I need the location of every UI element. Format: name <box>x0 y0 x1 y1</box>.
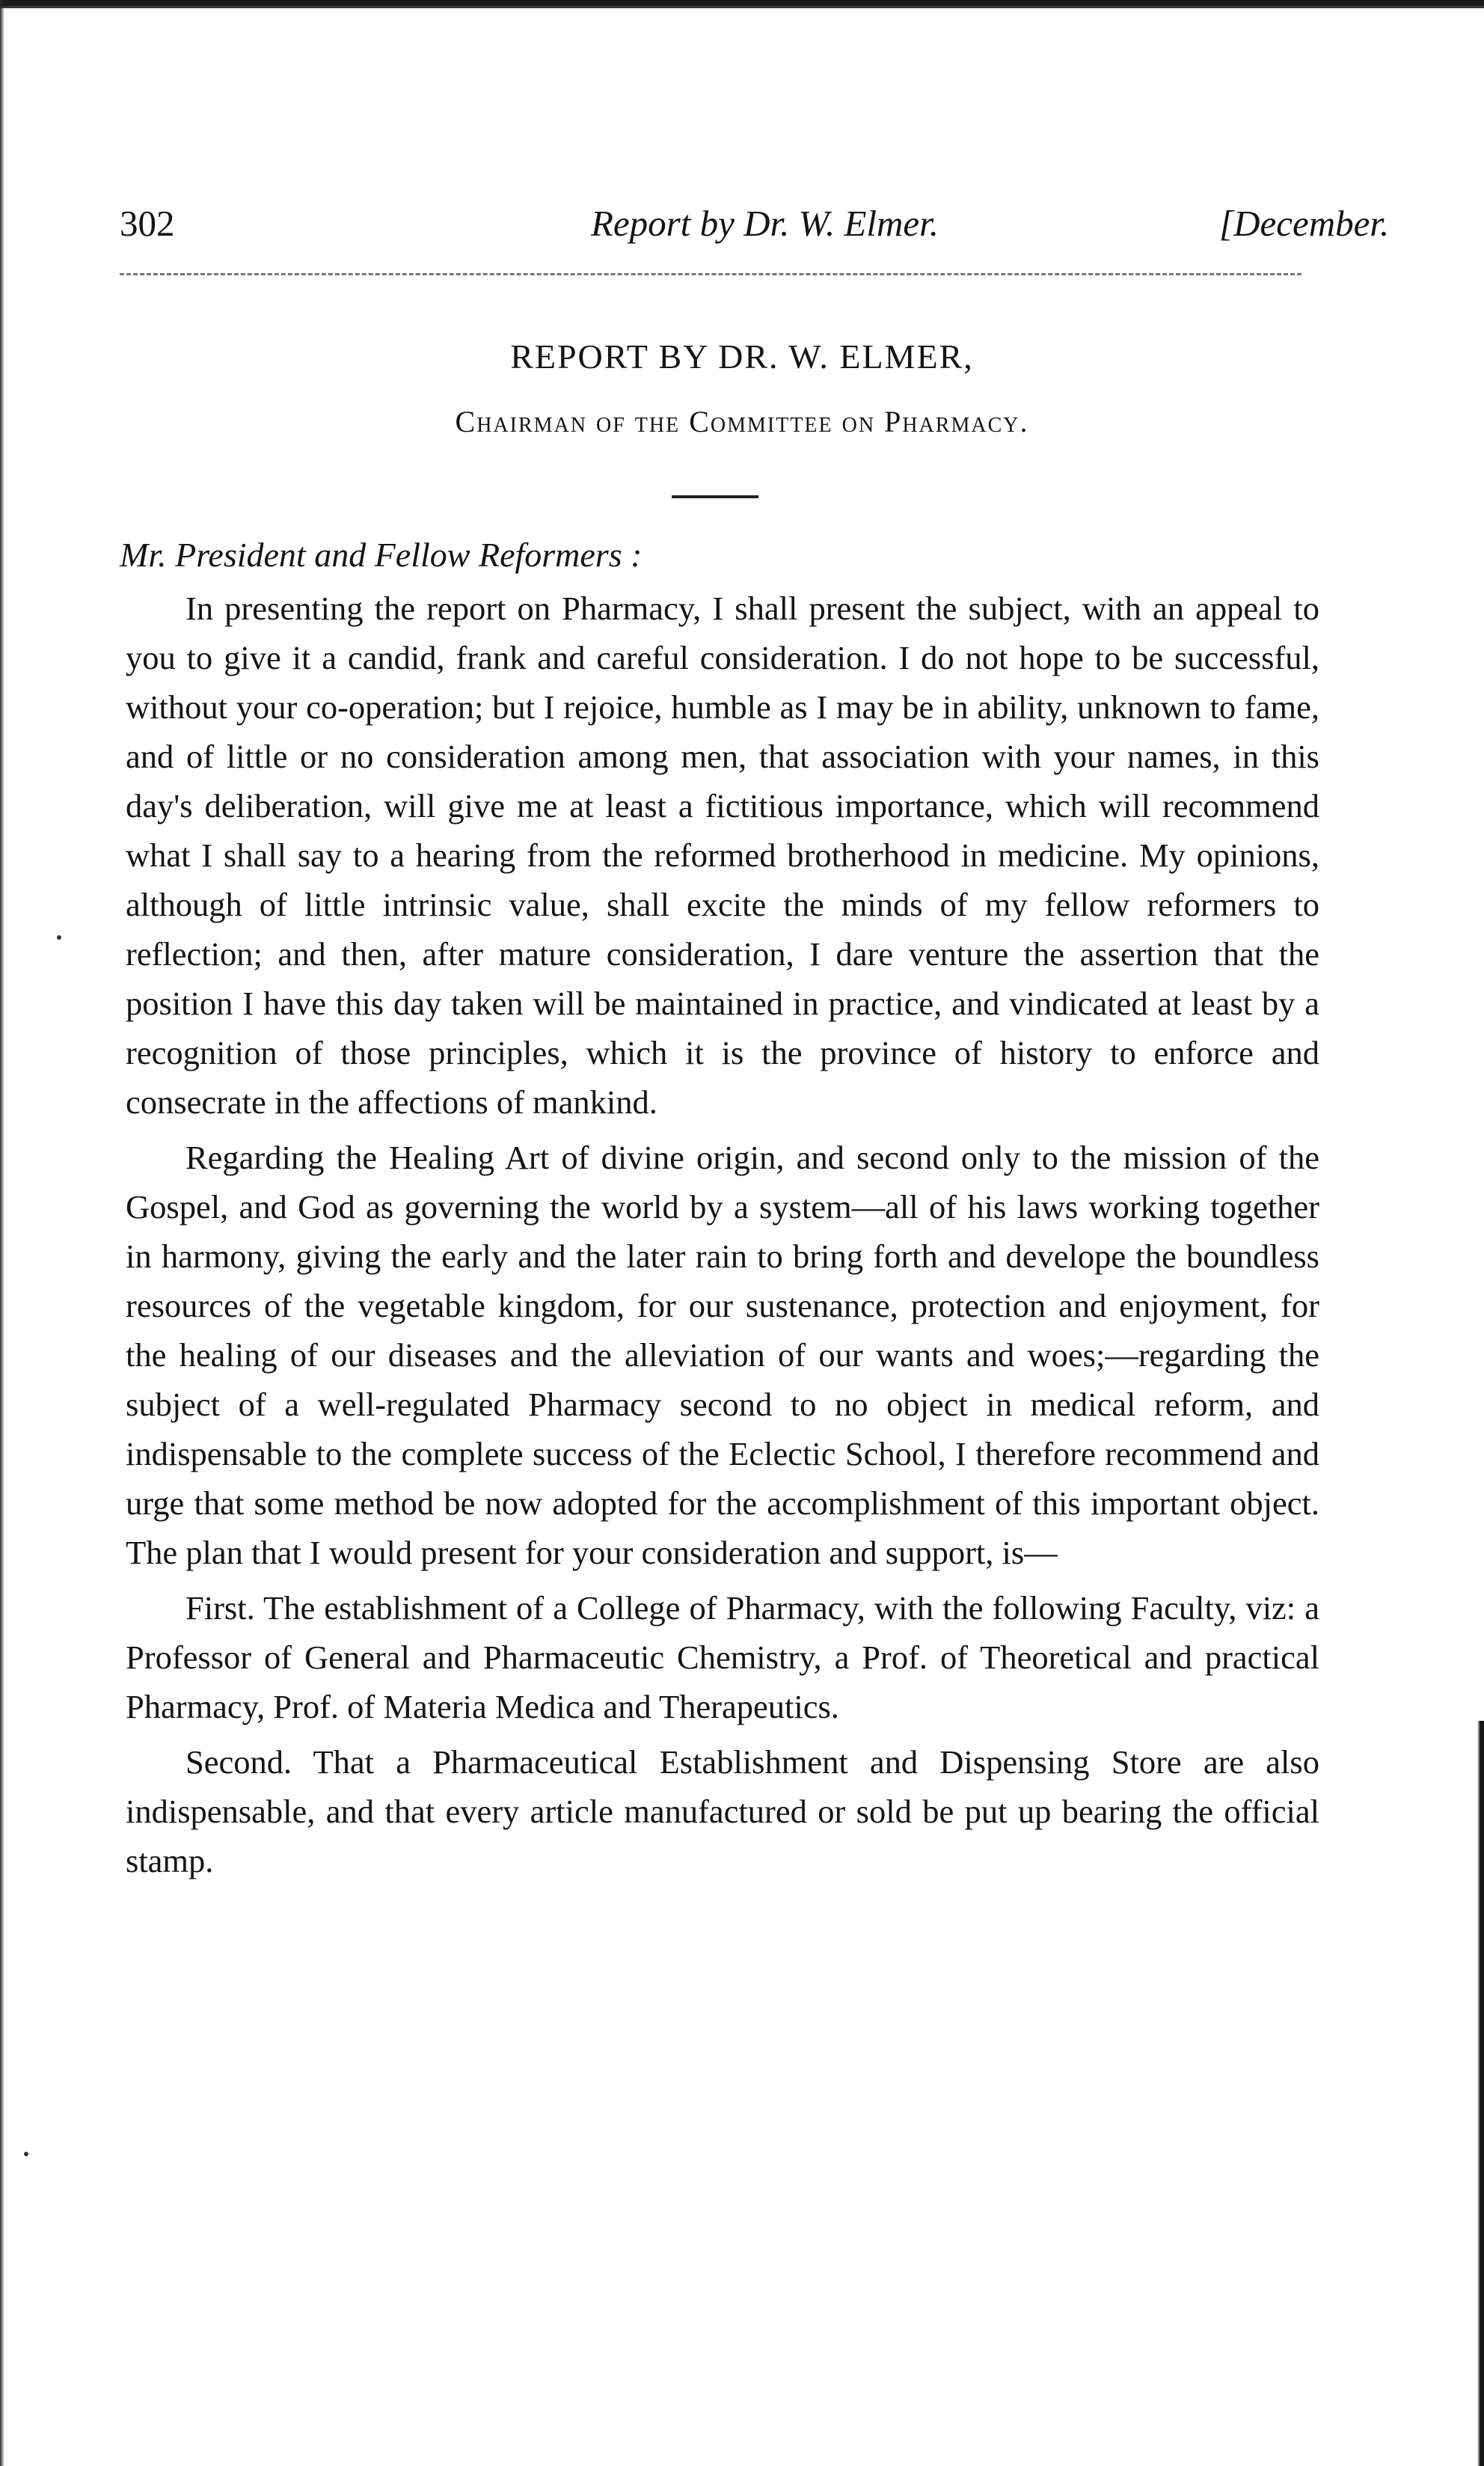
margin-speck <box>57 935 61 940</box>
report-body <box>126 584 1319 1891</box>
paragraph-healing-art: Regarding the Healing Art of divine origin, and second only to the mission of the Gospel, and God as governing the world by a system—all of his laws working together in harmony, giving the early and the later rain to bring forth and develope the boundless resources of the vegetable kingdom, for our sustenance, protection and enjoyment, for the healing of our diseases and the alleviation of our wants and woes;—regarding the subject of a well-regulated Pharmacy second to no object in medical reform, and indispensable to the complete success of the Eclectic School, I therefore recommend and urge that some method be now adopted for the accomplishment of this important object. The plan that I would present for your consideration and support, is— <box>126 1139 1319 1571</box>
paragraph-first-proposal: First. The establishment of a College of Pharmacy, with the following Faculty, viz: a Professor of General and Pharmaceutic Chemistry, a Prof. of Theoretical and practical Pharmacy, Prof. of Materia Medica and Therapeutics. <box>126 1589 1319 1725</box>
paragraph-second-proposal: Second. That a Pharmaceutical Establishment and Dispensing Store are also indispensable, and that every article manufactured or sold be put up bearing the official stamp. <box>126 1743 1319 1879</box>
scan-border-top <box>0 0 1484 13</box>
running-head <box>120 196 1390 256</box>
header-rule <box>120 273 1301 275</box>
scan-border-right <box>1477 1721 1484 2466</box>
title-divider <box>672 495 758 498</box>
margin-speck <box>24 2152 28 2156</box>
running-month: [December. <box>1219 203 1390 244</box>
salutation: Mr. President and Fellow Reformers : <box>120 536 643 574</box>
page-number: 302 <box>120 203 175 244</box>
paragraph-introduction: In presenting the report on Pharmacy, I shall present the subject, with an appeal to you to give it a candid, frank and careful consideration. I do not hope to be successful, without your co-operation; but I rejoice, humble as I may be in ability, unknown to fame, and of little or no consideration among men, that association with your names, in this day's deliberation, will give me at least a fictitious importance, which will recommend what I shall say to a hearing from the reformed brotherhood in medicine. My opinions, although of little intrinsic value, shall excite the minds of my fellow reformers to reflection; and then, after mature consideration, I dare venture the assertion that the position I have this day taken will be maintained in practice, and vindicated at least by a recognition of those principles, which it is the province of history to enforce and consecrate in the affections of mankind. <box>126 590 1319 1121</box>
report-title: REPORT BY DR. W. ELMER, <box>510 337 974 376</box>
report-subtitle: Chairman of the Committee on Pharmacy. <box>455 405 1029 438</box>
running-title: Report by Dr. W. Elmer. <box>591 203 939 244</box>
